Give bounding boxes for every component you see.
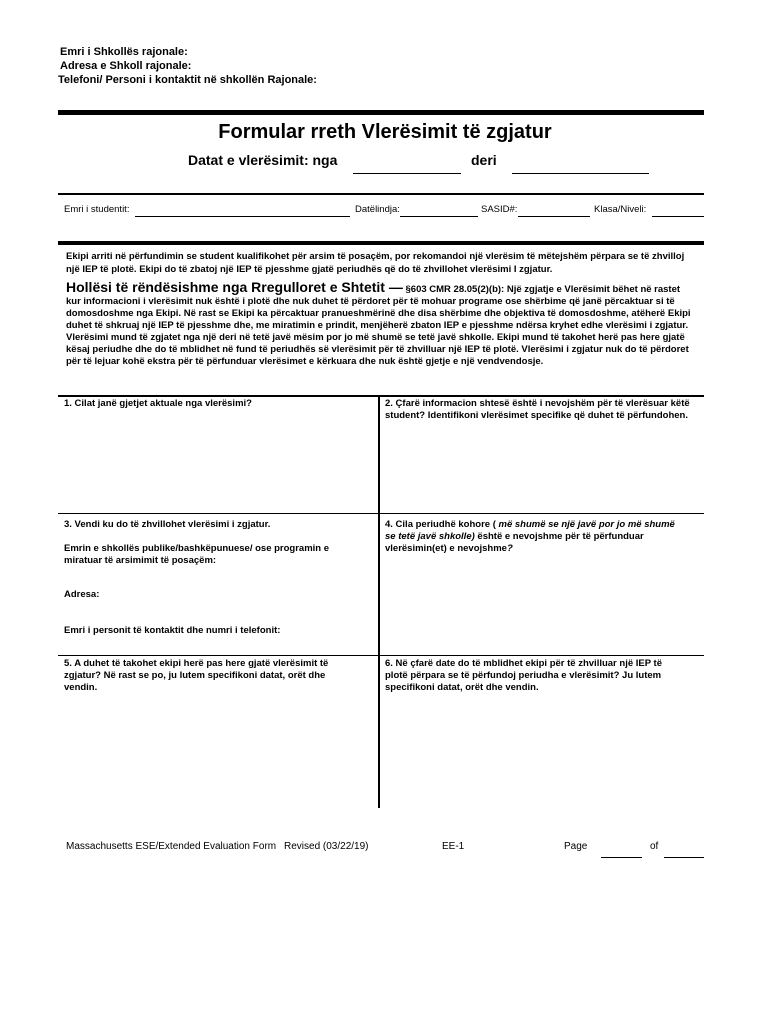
- question-5: 5. A duhet të takohet ekipi herë pas here gjatë vlerësimit të zgjatur? Në rast se po, ju lutem specifikoni datat, orët dhe vendin.: [64, 658, 329, 693]
- divider: [58, 193, 704, 195]
- dob-label: Datëlindja:: [355, 204, 400, 215]
- grade-field[interactable]: [652, 216, 704, 217]
- question-3-program: Emrin e shkollës publike/bashkëpunuese/ ose programin e miratuar të arsimimit të posaçëm:: [64, 543, 330, 566]
- divider-thick: [58, 241, 704, 245]
- grid-top-rule: [58, 395, 704, 397]
- form-title: Formular rreth Vlerësimit të zgjatur: [218, 121, 552, 143]
- footer-page-label: Page: [564, 841, 588, 852]
- student-name-field[interactable]: [135, 216, 350, 217]
- page-total-field[interactable]: [664, 857, 704, 858]
- school-name-label: Emri i Shkollës rajonale:: [60, 46, 188, 58]
- school-phone-label: Telefoni/ Personi i kontaktit në shkollën Rajonale:: [58, 74, 317, 86]
- date-from-field[interactable]: [353, 173, 461, 174]
- question-3-address: Adresa:: [64, 589, 100, 600]
- date-to-field[interactable]: [512, 173, 649, 174]
- student-name-label: Emri i studentit:: [64, 204, 130, 215]
- grid-row-divider-1: [58, 513, 704, 514]
- dates-label: Datat e vlerësimit: nga: [188, 152, 338, 168]
- dates-to-label: deri: [471, 152, 497, 168]
- sasid-label: SASID#:: [481, 204, 518, 215]
- regulations-paragraph: [66, 281, 692, 368]
- grade-label: Klasa/Niveli:: [594, 204, 647, 215]
- question-3: 3. Vendi ku do të zhvillohet vlerësimi i zgjatur.: [64, 519, 271, 530]
- footer-form-name: Massachusetts ESE/Extended Evaluation Form: [66, 841, 277, 852]
- footer-code: EE-1: [442, 841, 465, 852]
- page-number-field[interactable]: [601, 857, 642, 858]
- regulations-body: kur informacioni i vlerësimit nuk është i plotë dhe nuk duhet të përdoret për të mohuar programe ose shërbime që janë përcaktuar si të domosdoshme nga Ekipi. Në rast se Ekipi ka përcaktuar pranueshmërinë dhe disa shërbime dhe objektiva të domosdoshme, atëherë Ekipi duhet të shkruaj një IEP të pjesshme dhe, me miratimin e prindit, menjëherë zbaton IEP e pjesshme ndërsa kryhet edhe vlerësimi i zgjatur. Vlerësimi mund të zgjatet nga një deri në tetë javë mësim por jo më shumë se tetë javë shkolle. Ekipi mund të takohet herë pas here gjatë kësaj periudhe dhe do të mblidhet në fund të periudhës së vlerësimit për të zhvilluar një IEP të plotë. Vlerësimi i zgjatur nuk do të përdoret për të lejuar kohë ekstra për të përfunduar vlerësimet e kërkuara dhe nuk është gjetje e një vendvendosje.: [66, 296, 691, 367]
- footer-revised: Revised (03/22/19): [284, 841, 369, 852]
- intro-paragraph: Ekipi arriti në përfundimin se student kualifikohet për arsim të posaçëm, por rekomandoi një vlerësim të mëtejshëm përpara se të zhvilloj një IEP të plotë. Ekipi do të zbatoj një IEP të pjesshme gjatë periudhës që do të zhvillohet vlerësimi I zgjatur.: [66, 251, 685, 275]
- question-3-contact: Emri i personit të kontaktit dhe numri i telefonit:: [64, 625, 281, 636]
- question-1: 1. Cilat janë gjetjet aktuale nga vlerësimi?: [64, 398, 252, 409]
- regulations-citation: §603 CMR 28.05(2)(b): Një zgjatje e Vlerësimit bëhet në rastet: [405, 284, 681, 295]
- footer-of-label: of: [650, 841, 659, 852]
- grid-vertical-divider: [378, 395, 380, 808]
- dob-field[interactable]: [400, 216, 478, 217]
- school-address-label: Adresa e Shkoll rajonale:: [60, 60, 192, 72]
- question-6: 6. Në çfarë date do të mblidhet ekipi për të zhvilluar një IEP të plotë përpara se të përfundoj periudha e vlerësimit? Ju lutem specifikoni datat, orët dhe vendin.: [385, 658, 662, 693]
- grid-row-divider-2: [58, 655, 704, 656]
- sasid-field[interactable]: [518, 216, 590, 217]
- question-4: 4. Cila periudhë kohore ( më shumë se një javë por jo më shumë se tetë javë shkolle) është e nevojshme për të përfunduar vlerësimin(et) e nevojshme?: [385, 519, 675, 554]
- question-2: 2. Çfarë informacion shtesë është i nevojshëm për të vlerësuar këtë student? Identifikoni vlerësimet specifike që duhet të përfundohen.: [385, 398, 690, 421]
- top-thick-rule: [58, 110, 704, 115]
- regulations-heading: Hollësi të rëndësishme nga Rregulloret e Shtetit —: [66, 279, 403, 295]
